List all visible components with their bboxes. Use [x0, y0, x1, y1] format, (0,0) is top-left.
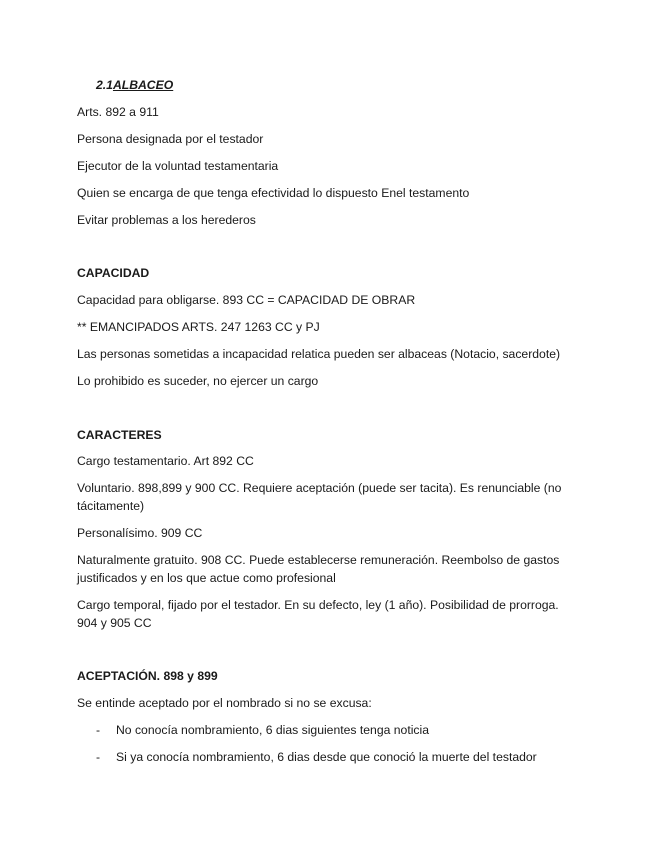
section-title-label: ALBACEO — [112, 78, 174, 92]
list-item-text: Si ya conocía nombramiento, 6 dias desde que conoció la muerte del testador — [116, 750, 537, 764]
capacidad-heading: CAPACIDAD — [77, 266, 150, 280]
intro-line: Ejecutor de la voluntad testamentaria — [77, 159, 279, 173]
section-title — [96, 76, 596, 94]
capacidad-line: ** EMANCIPADOS ARTS. 247 1263 CC y PJ — [77, 320, 320, 334]
caracteres-line: Cargo testamentario. Art 892 CC — [77, 454, 254, 468]
caracteres-heading: CARACTERES — [77, 428, 162, 442]
capacidad-line: Lo prohibido es suceder, no ejercer un cargo — [77, 374, 319, 388]
capacidad-line: Capacidad para obligarse. 893 CC = CAPACIDAD DE OBRAR — [77, 293, 416, 307]
intro-line: Evitar problemas a los herederos — [77, 213, 256, 227]
caracteres-line: Voluntario. 898,899 y 900 CC. Requiere aceptación (puede ser tacita). Es renunciable (no tácitamente) — [77, 481, 562, 513]
intro-line: Quien se encarga de que tenga efectividad lo dispuesto Enel testamento — [77, 186, 470, 200]
capacidad-line: Las personas sometidas a incapacidad relatica pueden ser albaceas (Notacio, sacerdote) — [77, 347, 561, 361]
section-number: 2.1 — [96, 78, 113, 92]
intro-line: Persona designada por el testador — [77, 132, 264, 146]
bullet-dash: - — [96, 750, 101, 764]
list-item-text: No conocía nombramiento, 6 dias siguientes tenga noticia — [116, 723, 430, 737]
aceptacion-heading: ACEPTACIÓN. 898 y 899 — [77, 669, 218, 683]
caracteres-line: Cargo temporal, fijado por el testador. En su defecto, ley (1 año). Posibilidad de prorroga. 904 y 905 CC — [77, 598, 559, 630]
aceptacion-intro: Se entinde aceptado por el nombrado si no se excusa: — [77, 696, 372, 710]
intro-line: Arts. 892 a 911 — [77, 105, 159, 119]
caracteres-line: Personalísimo. 909 CC — [77, 526, 203, 540]
caracteres-line: Naturalmente gratuito. 908 CC. Puede establecerse remuneración. Reembolso de gastos justificados y en los que actue como profesional — [77, 553, 560, 585]
bullet-dash: - — [96, 723, 101, 737]
